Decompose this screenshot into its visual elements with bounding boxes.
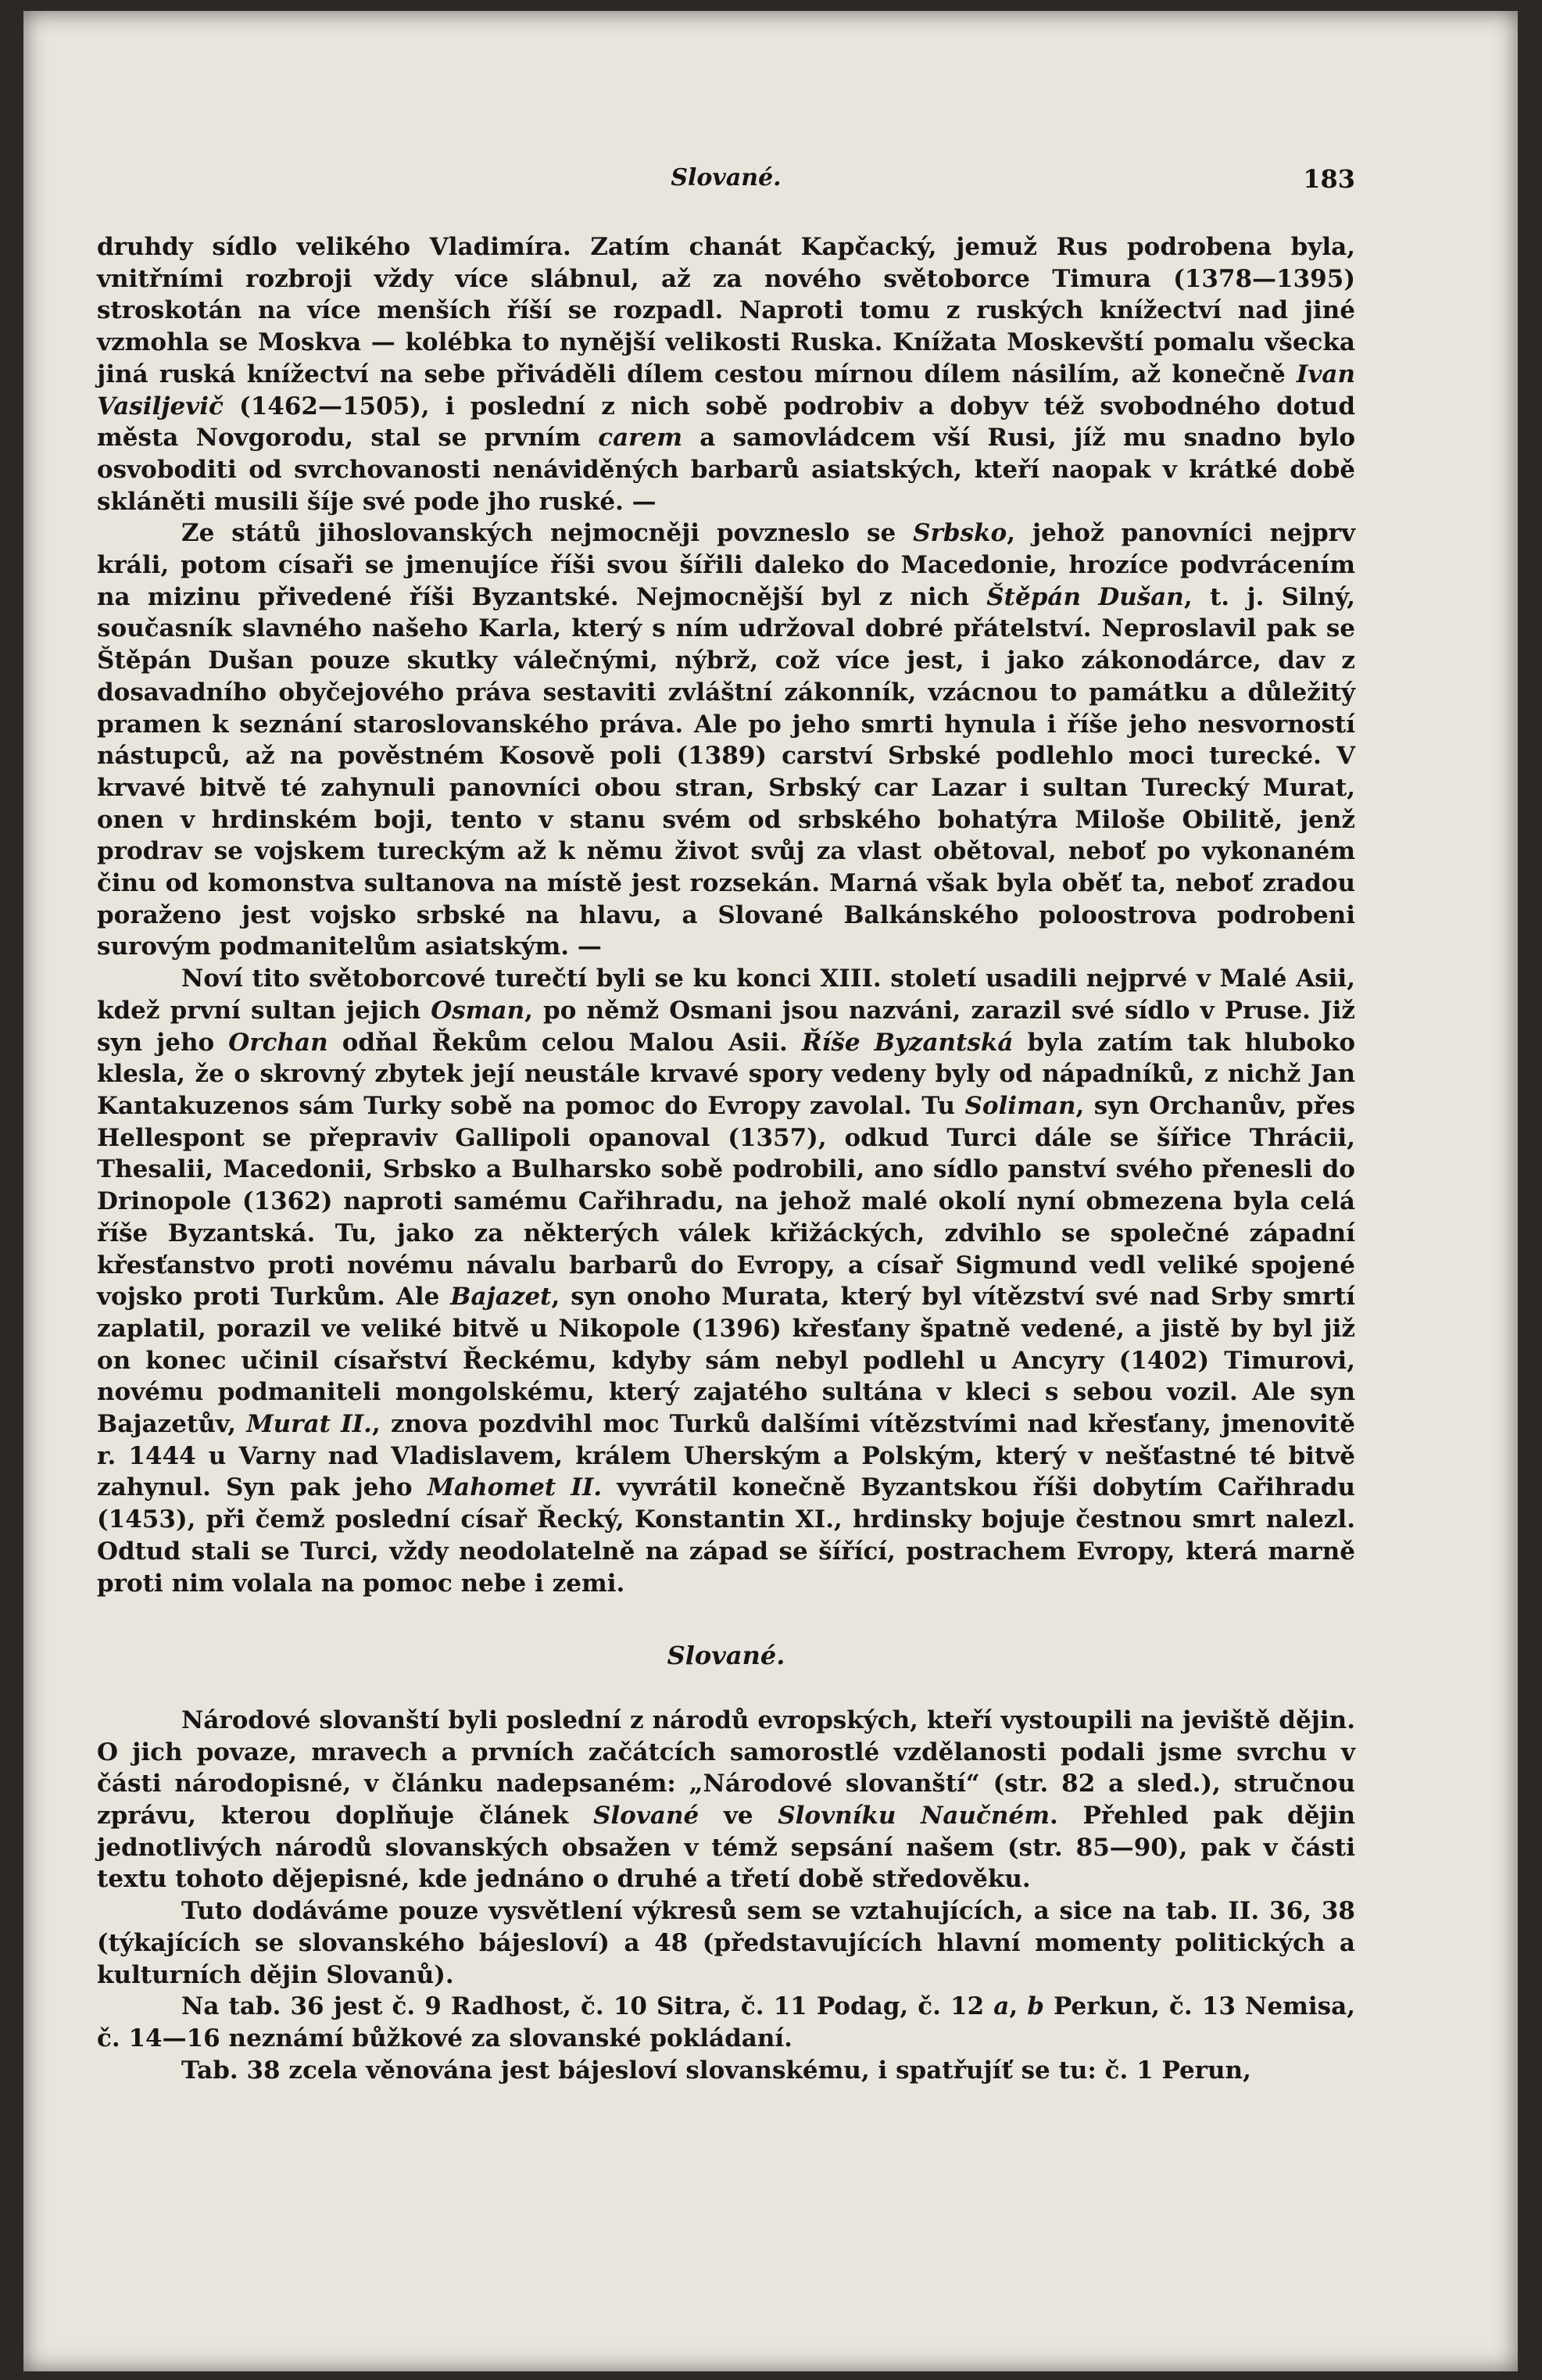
paragraph-turks: [97, 963, 1355, 1599]
text-run: , t. j. Silný, současník slavného našeho Karla, který s ním udržoval dobré přátelství. Neproslavil pak se Štěpán Dušan pouze skutky válečnými, nýbrž, což více jest, i jako zákonodárce, dav z dosavadního obyčejového práva sestaviti zvláštní zákonník, vzácnou to památku a důležitý pramen k seznání staroslovanského práva. Ale po jeho smrti hynula i říše jeho nesvorností nástupců, až na pověstném Kosově poli (1389) carství Srbské podlehlo moci turecké. V krvavé bitvě té zahynuli panovníci obou stran, Srbský car Lazar i sultan Turecký Murat, onen v hrdinském boji, tento v stanu svém od srbského bohatýra Miloše Obilitě, jenž prodrav se vojskem tureckým až k němu život svůj za vlast obětoval, neboť po vykonaném činu od komonstva sultanova na místě jest rozsekán. Marná však byla oběť ta, neboť zradou poraženo jest vojsko srbské na hlavu, a Slované Balkánského poloostrova podrobeni surovým podmanitelům asiatským. —: [97, 582, 1355, 961]
text-run: , znova pozdvihl moc Turků dalšími vítězstvími nad křesťany, jmenovitě r. 1444 u Varny nad Vladislavem, králem Uherským a Polským, který v nešťastné té bitvě zahynul. Syn pak jeho: [97, 1410, 1355, 1502]
text-run: (1462—1505), i poslední z nich sobě podrobiv a dobyv též svobodného dotud města Novgorodu, stal se prvním: [97, 392, 1355, 453]
italic-name: Osman: [431, 996, 525, 1025]
italic-letter: b: [1027, 1992, 1044, 2021]
italic-name: Bajazet: [450, 1283, 552, 1312]
text-run: , syn onoho Murata, který byl vítězství své nad Srby smrtí zaplatil, porazil ve veliké bitvě u Nikopole (1396) křesťany špatně vedené, a jistě by byl již on konec učinil císařství Řeckému, kdyby sám nebyl podlehl u Ancyry (1402) Timurovi, novému podmaniteli mongolskému, který zajatého sultána v kleci s sebou vozil. Ale syn Bajazetův,: [97, 1283, 1355, 1439]
italic-name: Srbsko: [913, 519, 1007, 548]
italic-title: Slovníku Naučném: [778, 1802, 1050, 1831]
text-run: , jehož panovníci nejprv králi, potom císaři se jmenujíce říši svou šířili daleko do Macedonie, hrozíce podvrácením na mizinu přivedené říši Byzantské. Nejmocnější byl z nich: [97, 519, 1355, 611]
text-run: , po němž Osmani jsou nazváni, zarazil své sídlo v Pruse. Již syn jeho: [97, 996, 1356, 1057]
paragraph-slavic-nations: [97, 1705, 1355, 1895]
text-run: vyvrátil konečně Byzantskou říši dobytím Cařihradu (1453), při čemž poslední císař Řecký, Konstantin XI., hrdinsky bojuje čestnou smrt nalezl. Odtud stali se Turci, vždy neodolatelně na západ se šířící, postrachem Evropy, která marně proti nim volala na pomoc nebe i zemi.: [97, 1473, 1355, 1598]
italic-name: Murat II.: [246, 1410, 372, 1439]
italic-term: carem: [598, 424, 683, 453]
italic-name: Štěpán Dušan: [986, 582, 1184, 611]
paragraph-tab-36: [97, 1991, 1355, 2054]
text-run: byla zatím tak hluboko klesla, že o skrovný zbytek její neustále krvavé spory vedeny byly od nápadníků, z nichž Jan Kantakuzenos sám Turky sobě na pomoc do Evropy zavolal. Tu: [97, 1028, 1355, 1120]
text-run: ,: [1009, 1992, 1028, 2021]
italic-name: Orchan: [228, 1028, 328, 1057]
text-run: . Přehled pak dějin jednotlivých národů slovanských obsažen v témž sepsání našem (str. 85—90), pak v části textu tohoto dějepisné, kde jednáno o druhé a třetí době středověku.: [97, 1802, 1355, 1894]
page-body: [97, 231, 1355, 2086]
text-run: Ze států jihoslovanských nejmocněji povzneslo se: [181, 519, 914, 548]
text-run: , syn Orchanův, přes Hellespont se přepraviv Gallipoli opanoval (1357), odkud Turci dále se šířice Thrácii, Thesalii, Macedonii, Srbsko a Bulharsko sobě podrobili, ano sídlo panství svého přenesli do Drinopole (1362) naproti samému Cařihradu, na jehož malé okolí nyní obmezena byla celá říše Byzantská. Tu, jako za některých válek křižáckých, zdvihlo se společné západní křesťanstvo proti novému návalu barbarů do Evropy, a císař Sigmund vedl veliké spojené vojsko proti Turkům. Ale: [97, 1091, 1355, 1312]
italic-name: Soliman: [964, 1091, 1076, 1120]
text-run: ve: [699, 1802, 778, 1831]
text-run: a samovládcem vší Rusi, jíž mu snadno bylo osvoboditi od svrchovanosti nenáviděných barbarů asiatských, kteří naopak v krátké době skláněti musili šíje své pode jho ruské. —: [97, 424, 1356, 516]
text-run: Národové slovanští byli poslední z národů evropských, kteří vystoupili na jeviště dějin. O jich povaze, mravech a prvních začátcích samorostlé vzdělanosti podali jsme svrchu v části národopisné, v článku nadepsaném: „Národové slovanští“ (str. 82 a sled.), stručnou zprávu, kterou doplňuje článek: [97, 1705, 1355, 1831]
italic-name: Říše Byzantská: [801, 1028, 1014, 1057]
text-run: druhdy sídlo velikého Vladimíra. Zatím chanát Kapčacký, jemuž Rus podrobena byla, vnitřními rozbroji vždy více slábnul, až za nového světoborce Timura (1378—1395) stroskotán na více menších říší se rozpadl. Naproti tomu z ruských knížectví nad jiné vzmohla se Moskva — kolébka to nynější velikosti Ruska. Knížata Moskevští pomalu všecka jiná ruská knížectví na sebe přiváděli dílem cestou mírnou dílem násilím, až konečně: [97, 233, 1355, 388]
italic-letter: a: [993, 1992, 1010, 2021]
text-run: odňal Řekům celou Malou Asii.: [327, 1028, 802, 1057]
paragraph-moscow: [97, 231, 1355, 517]
text-run: Na tab. 36 jest č. 9 Radhost, č. 10 Sitra, č. 11 Podag, č. 12: [181, 1992, 994, 2021]
paragraph-tab-38: Tab. 38 zcela věnována jest bájesloví slovanskému, i spatřujíť se tu: č. 1 Perun,: [181, 2056, 1251, 2085]
italic-name: Ivan Vasiljevič: [97, 360, 1355, 421]
text-run: Perkun, č. 13 Nemisa, č. 14—16 neznámí bůžkové za slovanské pokládaní.: [97, 1992, 1355, 2053]
page-number: 183: [1303, 164, 1355, 194]
page-header: [97, 164, 1355, 211]
text-run: Noví tito světoborcové turečtí byli se ku konci XIII. století usadili nejprvé v Malé Asii, kdež první sultan jejich: [97, 965, 1355, 1025]
book-page: [23, 11, 1518, 2371]
running-title: Slované.: [671, 164, 782, 191]
italic-title: Slované: [593, 1802, 699, 1831]
paragraph-plates: Tuto dodáváme pouze vysvětlení výkresů sem se vztahujících, a sice na tab. II. 36, 38 (týkajících se slovanského bájesloví) a 48 (představujících hlavní momenty politických a kulturních dějin Slovanů).: [97, 1897, 1355, 1989]
paragraph-serbia: [97, 517, 1355, 963]
section-heading-slovane: Slované.: [667, 1641, 785, 1671]
italic-name: Mahomet II.: [427, 1473, 603, 1502]
